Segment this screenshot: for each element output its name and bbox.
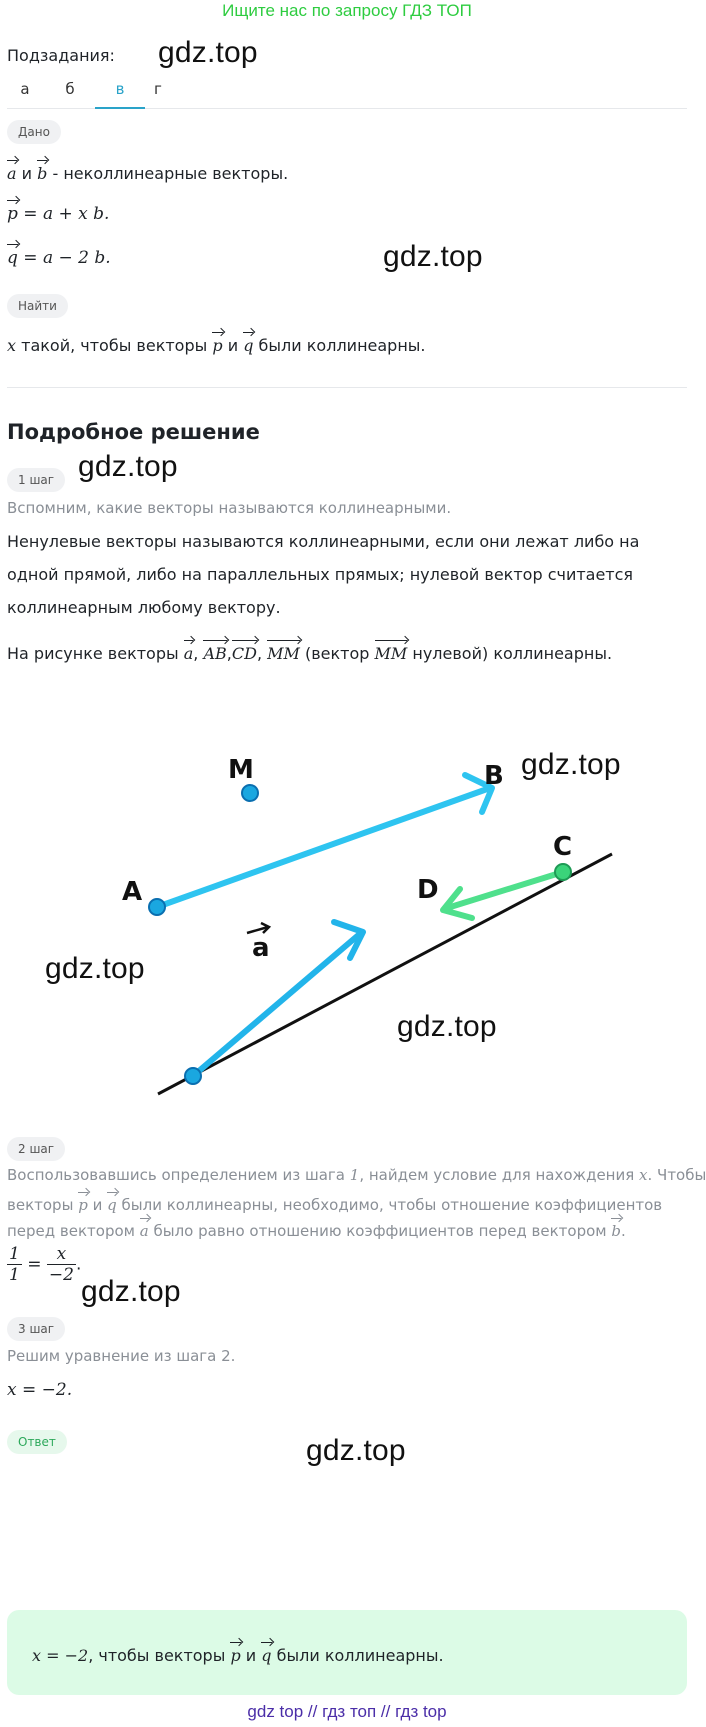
step3-result: x = −2. bbox=[7, 1380, 73, 1400]
given-chip: Дано bbox=[7, 120, 61, 144]
label-b: B bbox=[484, 761, 504, 791]
tab-b[interactable]: б bbox=[65, 80, 75, 98]
given-eq-1: p = a + x b. bbox=[7, 198, 109, 224]
vector-a: a bbox=[140, 1216, 149, 1240]
point-m bbox=[242, 785, 258, 801]
step1-p4: На рисунке векторы a, AB,CD, MM (вектор MM нулевой) коллинеарны. bbox=[7, 638, 612, 663]
find-line: x такой, чтобы векторы p и q были коллинеарны. bbox=[7, 330, 426, 355]
step3-text: Решим уравнение из шага 2. bbox=[7, 1347, 236, 1365]
footer-links[interactable]: gdz top // гдз топ // гдз top bbox=[247, 1702, 447, 1721]
watermark: gdz.top bbox=[78, 450, 178, 483]
vector-b: b bbox=[37, 158, 47, 183]
vector-mm: MM bbox=[267, 638, 300, 663]
given-eq-2: q = a − 2 b. bbox=[7, 242, 111, 268]
solution-title: Подробное решение bbox=[7, 420, 260, 444]
watermark: gdz.top bbox=[397, 1010, 497, 1043]
watermark: gdz.top bbox=[158, 36, 258, 69]
watermark: gdz.top bbox=[521, 748, 621, 781]
step1-p2: одной прямой, либо на параллельных прямых; нулевой вектор считается bbox=[7, 565, 634, 584]
vector-q: q bbox=[7, 242, 18, 268]
point-a-start bbox=[185, 1068, 201, 1084]
watermark: gdz.top bbox=[306, 1434, 406, 1467]
point-c bbox=[555, 864, 571, 880]
answer-text: x = −2, чтобы векторы p и q были коллинеарны. bbox=[32, 1640, 444, 1665]
vector-q: q bbox=[243, 330, 253, 355]
step1-chip: 1 шаг bbox=[7, 468, 65, 492]
step2-line-2: векторы p и q были коллинеарны, необходимо, чтобы отношение коэффициентов bbox=[7, 1190, 662, 1214]
answer-chip: Ответ bbox=[7, 1430, 67, 1454]
vector-p: p bbox=[78, 1190, 88, 1214]
vector-cd: CD bbox=[232, 638, 257, 663]
vector-a: a bbox=[7, 158, 17, 183]
step1-p1: Ненулевые векторы называются коллинеарными, если они лежат либо на bbox=[7, 532, 640, 551]
given-line-1: a и b - неколлинеарные векторы. bbox=[7, 158, 288, 183]
answer-box bbox=[7, 1610, 687, 1695]
tab-a[interactable]: а bbox=[20, 80, 30, 98]
vector-p: p bbox=[230, 1640, 240, 1665]
step2-line-3: перед вектором a было равно отношению коэффициентов перед вектором b. bbox=[7, 1216, 626, 1240]
step1-p3: коллинеарным любому вектору. bbox=[7, 598, 281, 617]
subtask-tabs bbox=[7, 74, 687, 109]
step2-line-1: Воспользовавшись определением из шага 1, найдем условие для нахождения x. Чтобы bbox=[7, 1166, 706, 1184]
vector-p: p bbox=[7, 198, 18, 224]
ratio-equation: $\frac{1}{1}$ = $\frac{x}{-2}$ . bbox=[9, 1244, 82, 1285]
vectors-figure bbox=[0, 700, 694, 1120]
find-chip: Найти bbox=[7, 294, 68, 318]
step3-chip: 3 шаг bbox=[7, 1317, 65, 1341]
label-a: A bbox=[122, 877, 143, 907]
vector-a-arrow bbox=[193, 932, 362, 1076]
point-a bbox=[149, 899, 165, 915]
vector-ab-arrow bbox=[157, 788, 490, 907]
vector-ab: AB bbox=[203, 638, 226, 663]
step2-chip: 2 шаг bbox=[7, 1137, 65, 1161]
label-d: D bbox=[417, 875, 439, 905]
label-c: C bbox=[553, 832, 573, 862]
search-banner[interactable]: Ищите нас по запросу ГДЗ ТОП bbox=[222, 1, 472, 20]
label-a-vec: a bbox=[252, 933, 270, 963]
watermark: gdz.top bbox=[81, 1275, 181, 1308]
watermark: gdz.top bbox=[45, 952, 145, 985]
vector-b: b bbox=[611, 1216, 621, 1240]
tab-g[interactable]: г bbox=[154, 80, 162, 98]
vector-a: a bbox=[184, 638, 194, 663]
tab-v[interactable]: в bbox=[95, 80, 145, 109]
vector-p: p bbox=[212, 330, 222, 355]
divider bbox=[7, 387, 687, 388]
vector-q: q bbox=[261, 1640, 271, 1665]
label-m: M bbox=[228, 755, 254, 785]
vector-mm: MM bbox=[375, 638, 408, 663]
vector-q: q bbox=[107, 1190, 117, 1214]
step1-intro: Вспомним, какие векторы называются коллинеарными. bbox=[7, 499, 452, 517]
line-through-cd bbox=[158, 854, 612, 1094]
subtasks-label: Подзадания: bbox=[7, 46, 115, 65]
watermark: gdz.top bbox=[383, 240, 483, 273]
